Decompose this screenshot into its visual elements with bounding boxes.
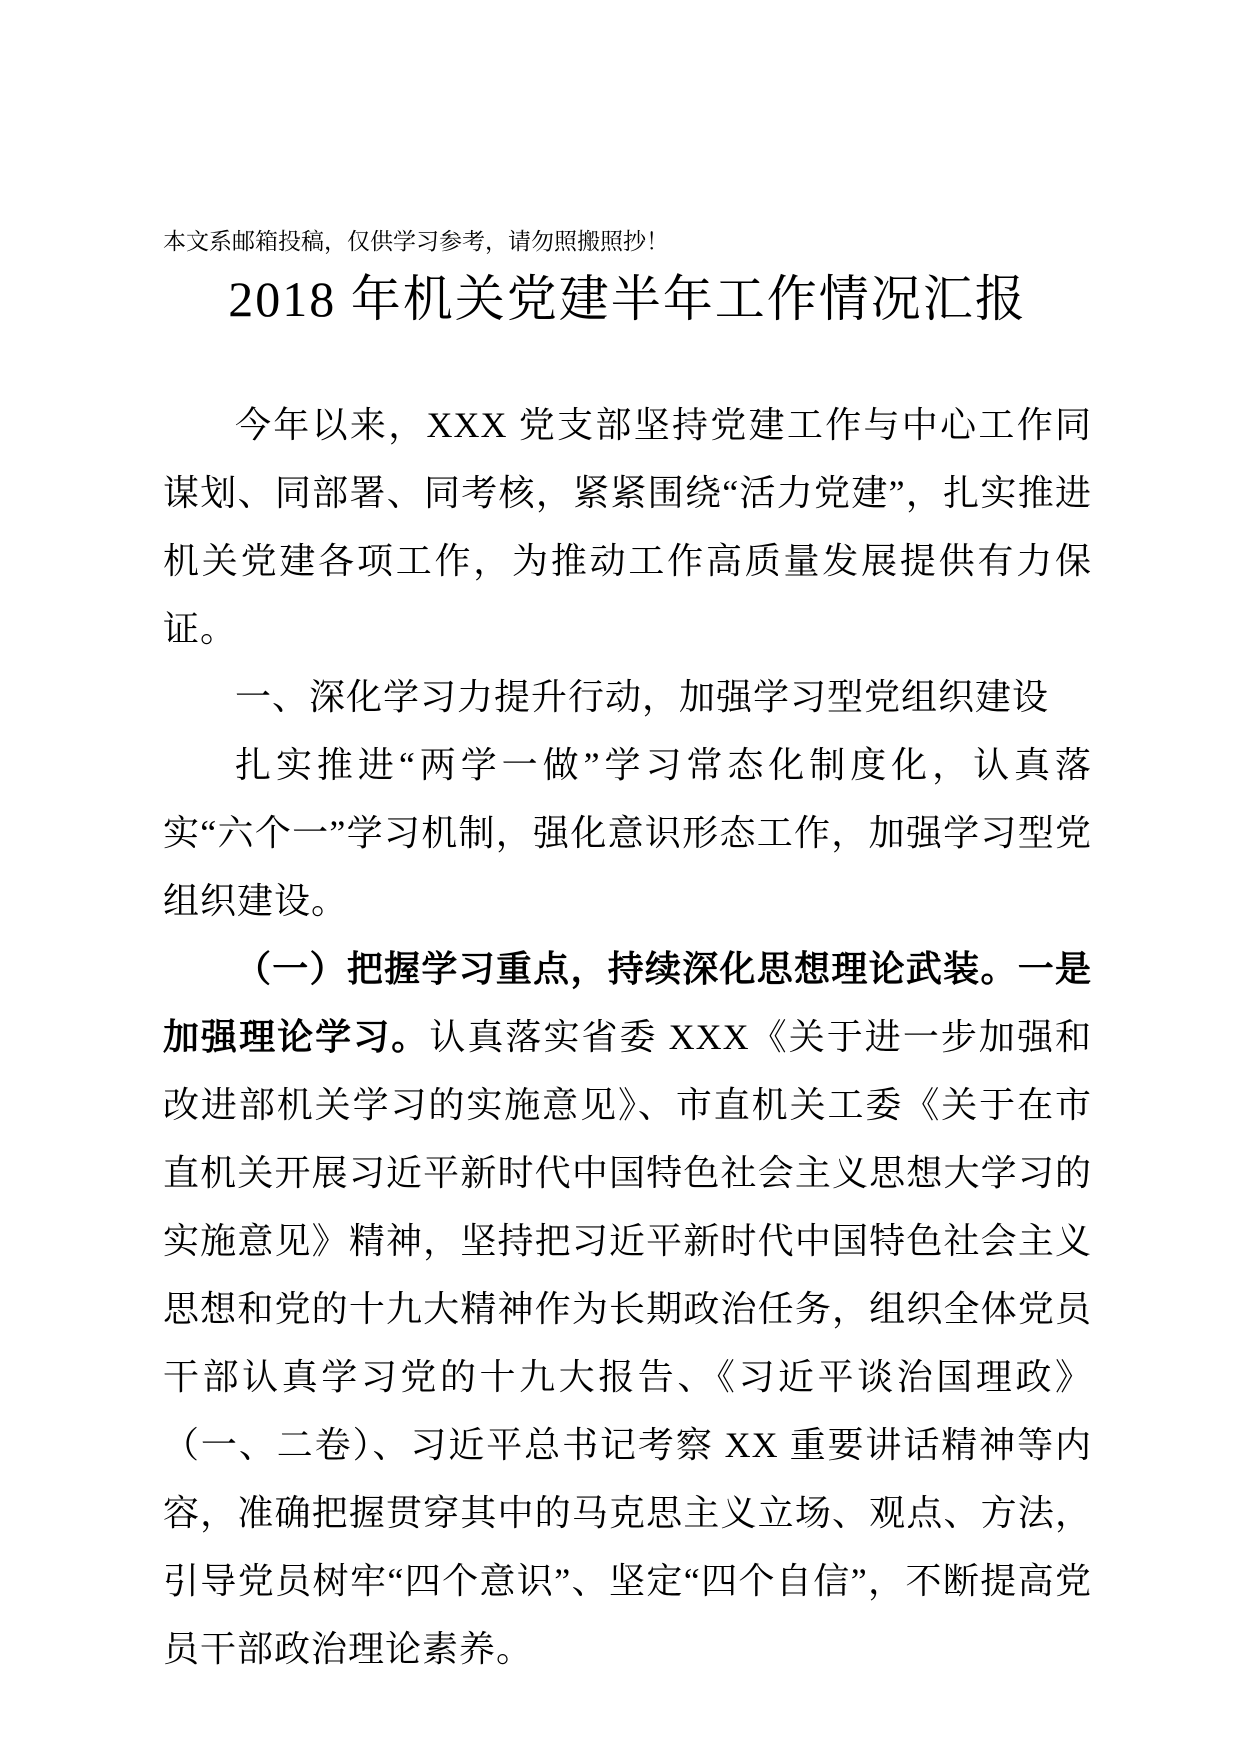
document-body xyxy=(163,391,1092,1683)
subsection-body-text: 认真落实省委 XXX《关于进一步加强和改进部机关学习的实施意见》、市直机关工委《关于在市直机关开展习近平新时代中国特色社会主义思想大学习的实施意见》精神，坚持把习近平新时代中国特色社会主义思想和党的十九大精神作为长期政治任务，组织全体党员干部认真学习党的十九大报告、《习近平谈治国理政》（一、二卷）、习近平总书记考察 XX 重要讲话精神等内容，准确把握贯穿其中的马克思主义立场、观点、方法，引导党员树牢“四个意识”、坚定“四个自信”，不断提高党员干部政治理论素养。 xyxy=(163,1017,1092,1669)
disclaimer-note: 本文系邮箱投稿，仅供学习参考，请勿照搬照抄！ xyxy=(163,228,669,254)
paragraph-subsection-1 xyxy=(163,935,1092,1683)
subsection-bold-lead: （一）把握学习重点，持续深化思想理论武装。一是加强理论学习。 xyxy=(163,949,1092,1057)
document-content xyxy=(163,228,1092,1683)
document-title: 2018 年机关党建半年工作情况汇报 xyxy=(228,271,1027,327)
paragraph-section-summary: 扎实推进“两学一做”学习常态化制度化，认真落实“六个一”学习机制，强化意识形态工作，加强学习型党组织建设。 xyxy=(163,745,1092,921)
paragraph-intro: 今年以来，XXX 党支部坚持党建工作与中心工作同谋划、同部署、同考核，紧紧围绕“活力党建”，扎实推进机关党建各项工作，为推动工作高质量发展提供有力保证。 xyxy=(163,405,1092,649)
section-heading-1: 一、深化学习力提升行动，加强学习型党组织建设 xyxy=(235,677,1050,717)
